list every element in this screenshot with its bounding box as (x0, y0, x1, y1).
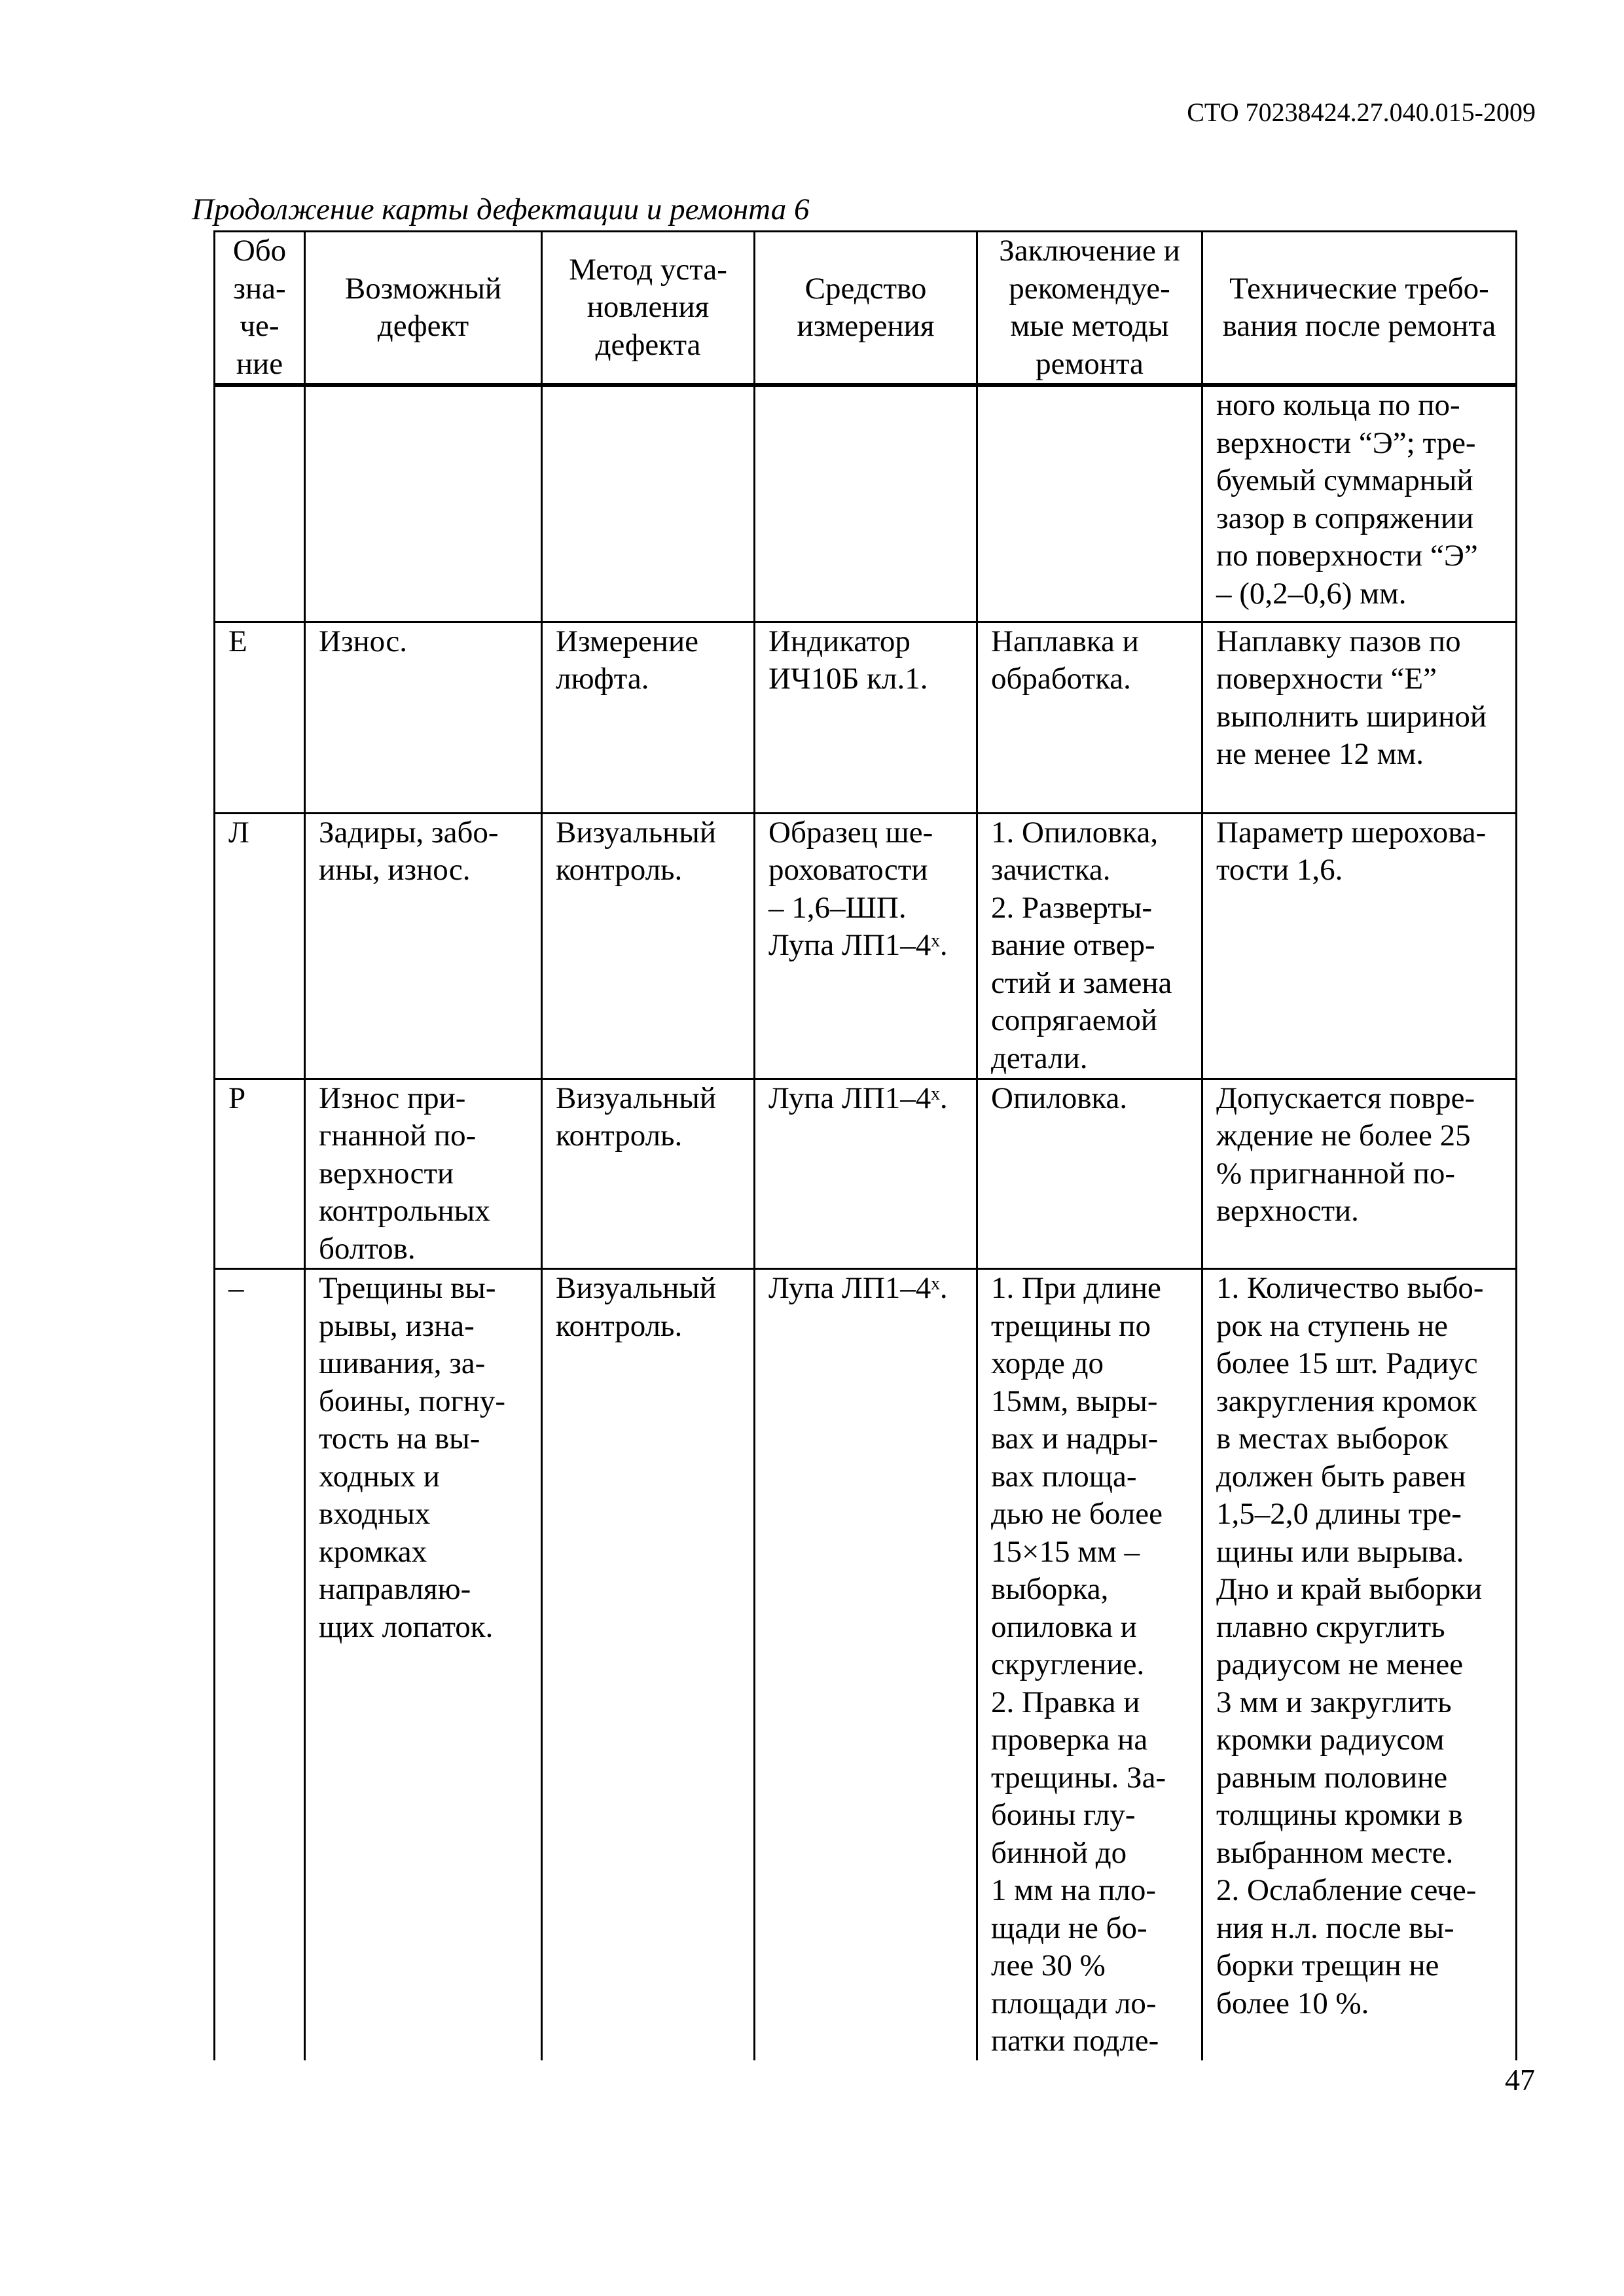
table-row (215, 622, 1517, 813)
column-header-tool: Средство измерения (755, 232, 977, 386)
cell-method: Измерение люфта. (542, 622, 755, 813)
column-header-defect: Возможный дефект (305, 232, 542, 386)
page-number: 47 (1505, 2063, 1535, 2096)
cell-requirements: Наплавку пазов по поверхности “Е” выполнить шириной не менее 12 мм. (1202, 622, 1517, 813)
cell-tool: Образец ше- роховатости – 1,6–ШП. Лупа ЛП1–4ˣ. (755, 813, 977, 1079)
cell-requirements: 1. Количество выбо- рок на ступень не более 15 шт. Радиус закругления кромок в местах выборок должен быть равен 1,5–2,0 длины тре- щины или вырыва. Дно и край выборки плавно скруглить радиусом не менее 3 мм и закруглить кромки радиусом равным половине толщины кромки в выбранном месте. 2. Ослабление сече- ния н.л. после вы- борки трещин не более 10 %. (1202, 1269, 1517, 2060)
cell-designation (215, 385, 305, 622)
cell-tool (755, 385, 977, 622)
table-row (215, 1269, 1517, 2060)
document-code: СТО 70238424.27.040.015-2009 (1187, 98, 1536, 127)
cell-method: Визуальный контроль. (542, 813, 755, 1079)
cell-defect: Задиры, забо- ины, износ. (305, 813, 542, 1079)
column-header-requirements: Технические требо- вания после ремонта (1202, 232, 1517, 386)
column-header-method: Метод уста- новления дефекта (542, 232, 755, 386)
table-header (215, 232, 1517, 386)
cell-repair: Наплавка и обработка. (977, 622, 1202, 813)
cell-repair: 1. Опиловка, зачистка. 2. Разверты- вание отвер- стий и замена сопрягаемой детали. (977, 813, 1202, 1079)
header-row (215, 232, 1517, 386)
defect-repair-table (213, 230, 1517, 2060)
table-row (215, 385, 1517, 622)
cell-tool: Индикатор ИЧ10Б кл.1. (755, 622, 977, 813)
cell-defect: Износ при- гнанной по- верхности контрольных болтов. (305, 1079, 542, 1269)
cell-requirements: Допускается повре- ждение не более 25 % пригнанной по- верхности. (1202, 1079, 1517, 1269)
cell-tool: Лупа ЛП1–4ˣ. (755, 1079, 977, 1269)
cell-repair (977, 385, 1202, 622)
cell-designation: Л (215, 813, 305, 1079)
cell-requirements: ного кольца по по- верхности “Э”; тре- буемый суммарный зазор в сопряжении по поверхности “Э” – (0,2–0,6) мм. (1202, 385, 1517, 622)
cell-defect: Трещины вы- рывы, изна- шивания, за- боины, погну- тость на вы- ходных и входных кромках направляю- щих лопаток. (305, 1269, 542, 2060)
cell-designation: Е (215, 622, 305, 813)
cell-requirements: Параметр шерохова- тости 1,6. (1202, 813, 1517, 1079)
cell-designation: – (215, 1269, 305, 2060)
column-header-repair: Заключение и рекомендуе- мые методы ремонта (977, 232, 1202, 386)
cell-method (542, 385, 755, 622)
table-caption: Продолжение карты дефектации и ремонта 6 (192, 192, 810, 226)
cell-method: Визуальный контроль. (542, 1079, 755, 1269)
table-body (215, 385, 1517, 2060)
cell-repair: Опиловка. (977, 1079, 1202, 1269)
cell-defect (305, 385, 542, 622)
cell-method: Визуальный контроль. (542, 1269, 755, 2060)
cell-tool: Лупа ЛП1–4ˣ. (755, 1269, 977, 2060)
table-row (215, 1079, 1517, 1269)
table-row (215, 813, 1517, 1079)
cell-designation: Р (215, 1079, 305, 1269)
cell-repair: 1. При длине трещины по хорде до 15мм, выры- вах и надры- вах площа- дью не более 15×15 мм – выборка, опиловка и скругление. 2. Правка и проверка на трещины. За- боины глу- бинной до 1 мм на пло- щади не бо- лее 30 % площади ло- патки подле- (977, 1269, 1202, 2060)
column-header-designation: Обо зна- че- ние (215, 232, 305, 386)
cell-defect: Износ. (305, 622, 542, 813)
